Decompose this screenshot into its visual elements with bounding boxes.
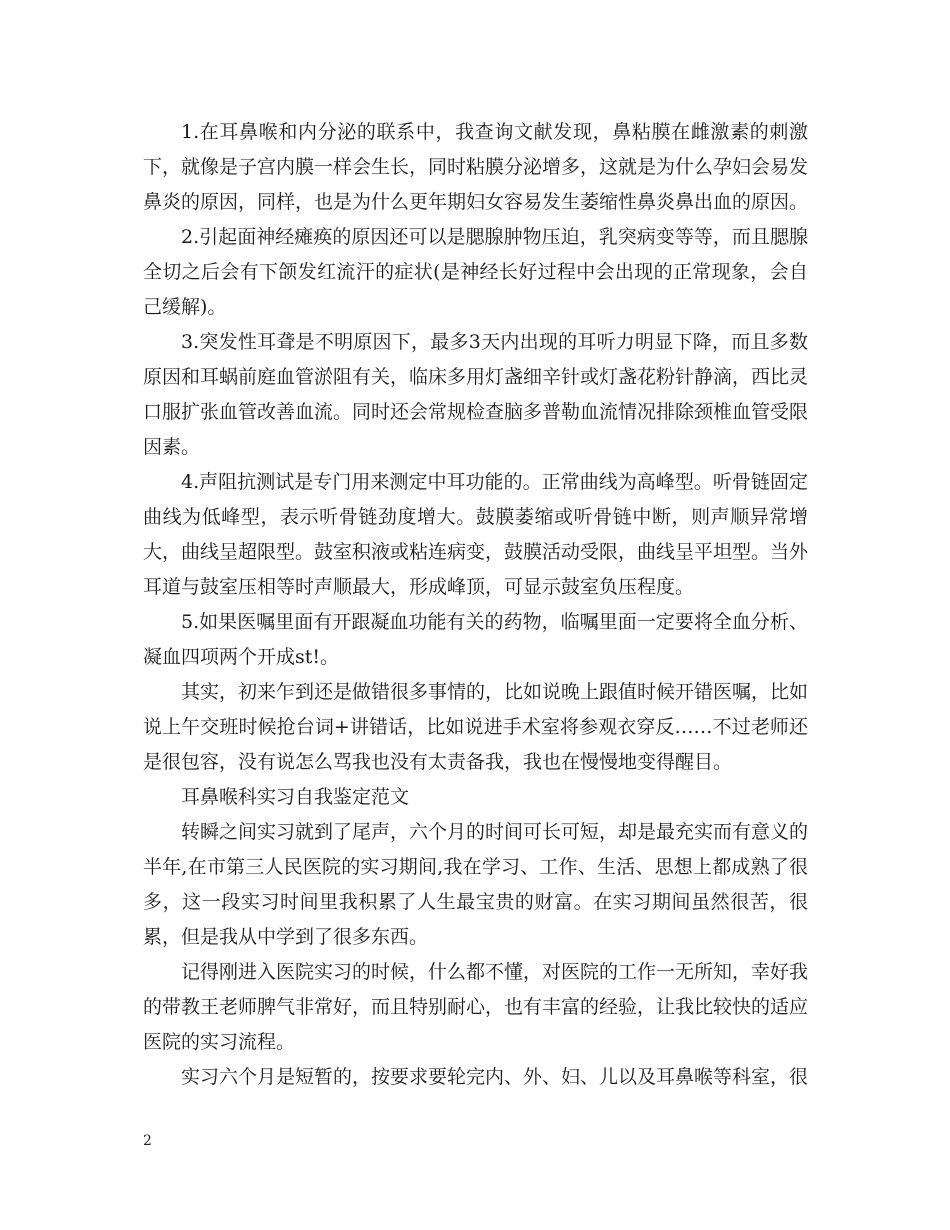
paragraph-2: 2.引起面神经瘫痪的原因还可以是腮腺肿物压迫，乳突病变等等，而且腮腺全切之后会有下颌发红流汗的症状(是神经长好过程中会出现的正常现象，会自己缓解)。 <box>143 226 808 318</box>
paragraph-6: 其实，初来乍到还是做错很多事情的，比如说晚上跟值时候开错医嘱，比如说上午交班时候抢台词+讲错话，比如说进手术室将参观衣穿反……不过老师还是很包容，没有说怎么骂我也没有太责备我，我也在慢慢地变得醒目。 <box>143 681 809 773</box>
paragraph-9: 实习六个月是短暂的，按要求要轮完内、外、妇、儿以及耳鼻喉等科室，很 <box>181 1066 809 1088</box>
paragraph-5: 5.如果医嘱里面有开跟凝血功能有关的药物，临嘱里面一定要将全血分析、凝血四项两个开成st!。 <box>143 611 808 668</box>
section-heading: 耳鼻喉科实习自我鉴定范文 <box>181 786 410 808</box>
paragraph-1: 1.在耳鼻喉和内分泌的联系中，我查询文献发现，鼻粘膜在雌激素的刺激下，就像是子宫内膜一样会生长，同时粘膜分泌增多，这就是为什么孕妇会易发鼻炎的原因，同样，也是为什么更年期妇女容易发生萎缩性鼻炎鼻出血的原因。 <box>143 121 809 213</box>
paragraph-8: 记得刚进入医院实习的时候，什么都不懂，对医院的工作一无所知，幸好我的带教王老师脾气非常好，而且特别耐心，也有丰富的经验，让我比较快的适应医院的实习流程。 <box>143 961 809 1053</box>
paragraph-7: 转瞬之间实习就到了尾声，六个月的时间可长可短，却是最充实而有意义的半年,在市第三人民医院的实习期间,我在学习、工作、生活、思想上都成熟了很多，这一段实习时间里我积累了人生最宝贵的财富。在实习期间虽然很苦，很累，但是我从中学到了很多东西。 <box>143 821 809 948</box>
page-number: 2 <box>143 1133 152 1149</box>
document-body <box>143 115 808 1095</box>
paragraph-4: 4.声阻抗测试是专门用来测定中耳功能的。正常曲线为高峰型。听骨链固定曲线为低峰型，表示听骨链劲度增大。鼓膜萎缩或听骨链中断，则声顺异常增大，曲线呈超限型。鼓室积液或粘连病变，鼓膜活动受限，曲线呈平坦型。当外耳道与鼓室压相等时声顺最大，形成峰顶，可显示鼓室负压程度。 <box>143 471 809 598</box>
paragraph-3: 3.突发性耳聋是不明原因下，最多3天内出现的耳听力明显下降，而且多数原因和耳蜗前庭血管淤阻有关，临床多用灯盏细辛针或灯盏花粉针静滴，西比灵口服扩张血管改善血流。同时还会常规检查脑多普勒血流情况排除颈椎血管受限因素。 <box>143 331 809 458</box>
